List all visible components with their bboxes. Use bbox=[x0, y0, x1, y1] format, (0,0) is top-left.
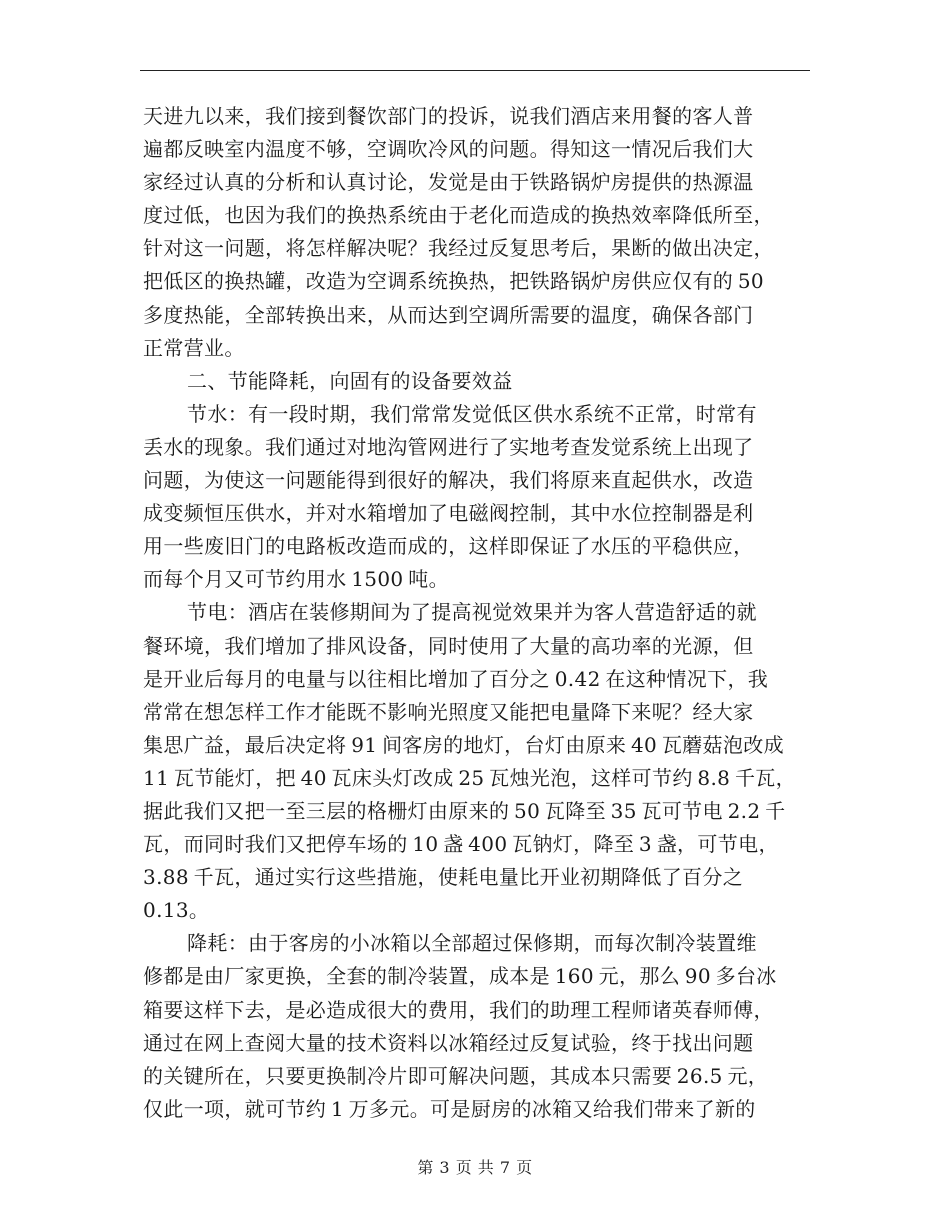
text-line: 家经过认真的分析和认真讨论，发觉是由于铁路锅炉房提供的热源温 bbox=[143, 170, 754, 195]
text-line: 多度热能，全部转换出来，从而达到空调所需要的温度，确保各部门 bbox=[143, 302, 754, 327]
text-line: 天进九以来，我们接到餐饮部门的投诉，说我们酒店来用餐的客人普 bbox=[143, 104, 754, 128]
page-number: 第 3 页 共 7 页 bbox=[417, 1158, 533, 1177]
text-line: 成变频恒压供水，并对水箱增加了电磁阀控制，其中水位控制器是利 bbox=[143, 501, 754, 526]
text-line: 是开业后每月的电量与以往相比增加了百分之 0.42 在这种情况下，我 bbox=[143, 666, 769, 691]
text-line: 问题，为使这一问题能得到很好的解决，我们将原来直起供水，改造 bbox=[143, 468, 754, 493]
text-line: 餐环境，我们增加了排风设备，同时使用了大量的高功率的光源，但 bbox=[143, 633, 754, 658]
text-line: 度过低，也因为我们的换热系统由于老化而造成的换热效率降低所至， bbox=[143, 203, 774, 228]
paragraph-first-line: 节电：酒店在装修期间为了提高视觉效果并为客人营造舒适的就 bbox=[187, 600, 757, 625]
paragraph-first-line: 二、节能降耗，向固有的设备要效益 bbox=[187, 368, 513, 393]
text-line: 3.88 千瓦，通过实行这些措施，使耗电量比开业初期降低了百分之 bbox=[143, 865, 744, 890]
text-line: 的关键所在，只要更换制冷片即可解决问题，其成本只需要 26.5 元， bbox=[143, 1063, 769, 1088]
text-line: 用一些废旧门的电路板改造而成的，这样即保证了水压的平稳供应， bbox=[143, 534, 754, 559]
document-body bbox=[143, 100, 811, 1126]
text-line: 修都是由厂家更换，全套的制冷装置，成本是 160 元，那么 90 多台冰 bbox=[143, 964, 777, 989]
text-line: 据此我们又把一至三层的格栅灯由原来的 50 瓦降至 35 瓦可节电 2.2 千 bbox=[143, 798, 786, 823]
paragraph-first-line: 降耗：由于客房的小冰箱以全部超过保修期，而每次制冷装置维 bbox=[187, 931, 757, 956]
text-line: 箱要这样下去，是必造成很大的费用，我们的助理工程师诸英春师傅， bbox=[143, 997, 774, 1022]
paragraph-first-line: 节水：有一段时期，我们常常发觉低区供水系统不正常，时常有 bbox=[187, 401, 757, 426]
text-line: 通过在网上查阅大量的技术资料以冰箱经过反复试验，终于找出问题 bbox=[143, 1030, 754, 1055]
text-line: 0.13。 bbox=[143, 898, 210, 923]
text-line: 把低区的换热罐，改造为空调系统换热，把铁路锅炉房供应仅有的 50 bbox=[143, 269, 765, 294]
text-line: 丢水的现象。我们通过对地沟管网进行了实地考查发觉系统上出现了 bbox=[143, 434, 754, 459]
header-rule bbox=[140, 70, 810, 71]
text-line: 遍都反映室内温度不够，空调吹冷风的问题。得知这一情况后我们大 bbox=[143, 137, 754, 162]
text-line: 针对这一问题，将怎样解决呢？我经过反复思考后，果断的做出决定， bbox=[143, 236, 774, 261]
text-line: 11 瓦节能灯，把 40 瓦床头灯改成 25 瓦烛光泡，这样可节约 8.8 千瓦， bbox=[143, 765, 797, 790]
text-line: 瓦，而同时我们又把停车场的 10 盏 400 瓦钠灯，降至 3 盏，可节电， bbox=[143, 832, 779, 857]
text-line: 常常在想怎样工作才能既不影响光照度又能把电量降下来呢？经大家 bbox=[143, 699, 754, 724]
text-line: 正常营业。 bbox=[143, 335, 245, 360]
text-line: 集思广益，最后决定将 91 间客房的地灯，台灯由原来 40 瓦蘑菇泡改成 bbox=[143, 732, 784, 757]
text-line: 仅此一项，就可节约 1 万多元。可是厨房的冰箱又给我们带来了新的 bbox=[143, 1096, 756, 1121]
text-line: 而每个月又可节约用水 1500 吨。 bbox=[143, 567, 449, 592]
